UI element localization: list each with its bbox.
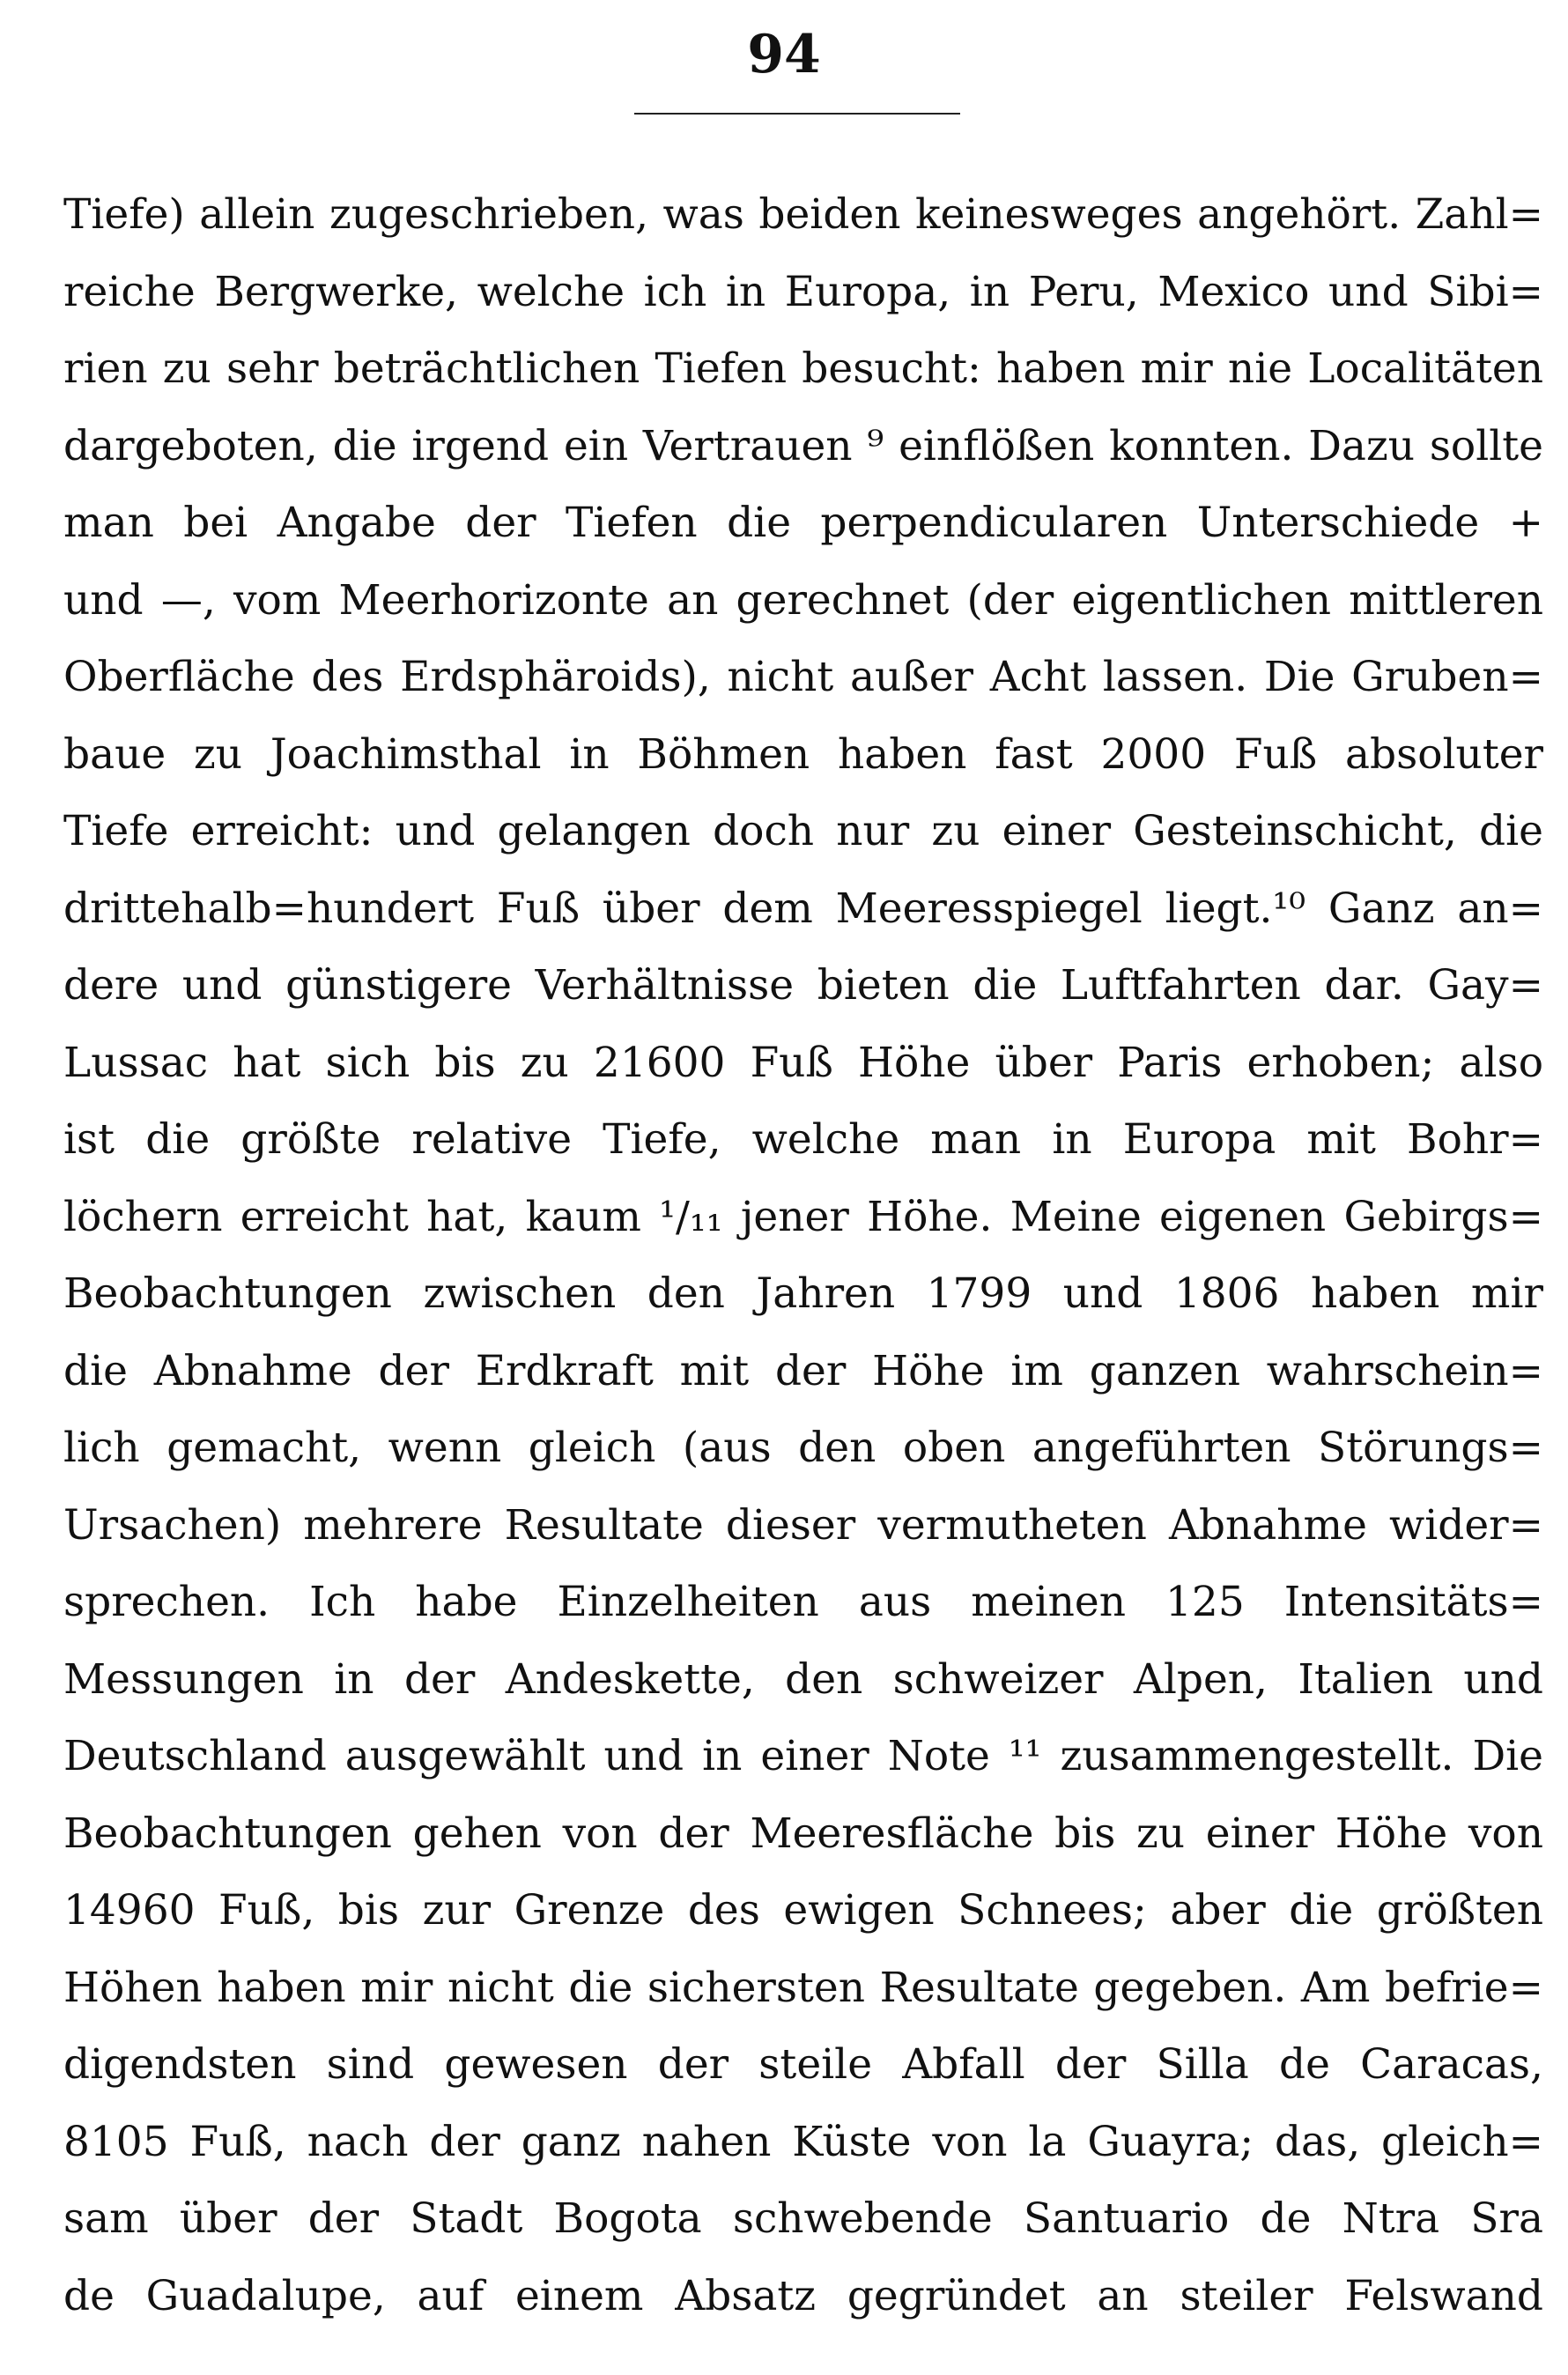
text-line: 8105 Fuß, nach der ganz nahen Küste von la Guayra; das, gleich= xyxy=(63,2117,1543,2166)
text-line: Deutschland ausgewählt und in einer Note ¹¹ zusammengestellt. Die xyxy=(63,1732,1543,1780)
body-text xyxy=(63,176,1543,2334)
text-line: Beobachtungen gehen von der Meeresfläche bis zu einer Höhe von xyxy=(63,1809,1543,1858)
text-line: und —, vom Meerhorizonte an gerechnet (der eigentlichen mittleren xyxy=(63,575,1543,625)
text-line: baue zu Joachimsthal in Böhmen haben fast 2000 Fuß absoluter xyxy=(63,729,1543,779)
text-line: rien zu sehr beträchtlichen Tiefen besucht: haben mir nie Localitäten xyxy=(63,344,1543,393)
text-line: sprechen. Ich habe Einzelheiten aus meinen 125 Intensitäts= xyxy=(63,1578,1543,1626)
text-line: 14960 Fuß, bis zur Grenze des ewigen Schnees; aber die größten xyxy=(63,1886,1543,1935)
header-rule xyxy=(634,113,960,115)
text-line: digendsten sind gewesen der steile Abfall der Silla de Caracas, xyxy=(63,2040,1543,2089)
text-line: dere und günstigere Verhältnisse bieten die Luftfahrten dar. Gay= xyxy=(63,961,1543,1010)
text-line: man bei Angabe der Tiefen die perpendicularen Unterschiede + xyxy=(63,499,1543,547)
text-line: dargeboten, die irgend ein Vertrauen ⁹ einflößen konnten. Dazu sollte xyxy=(63,421,1543,470)
text-line: Lussac hat sich bis zu 21600 Fuß Höhe über Paris erhoben; also xyxy=(63,1038,1543,1087)
text-line: sam über der Stadt Bogota schwebende Santuario de Ntra Sra xyxy=(63,2194,1543,2243)
text-line: Tiefe erreicht: und gelangen doch nur zu einer Gesteinschicht, die xyxy=(63,807,1543,855)
text-line: die Abnahme der Erdkraft mit der Höhe im ganzen wahrschein= xyxy=(63,1346,1543,1395)
text-line: Höhen haben mir nicht die sichersten Resultate gegeben. Am befrie= xyxy=(63,1963,1543,2012)
text-line: Ursachen) mehrere Resultate dieser vermutheten Abnahme wider= xyxy=(63,1500,1543,1550)
text-line: reiche Bergwerke, welche ich in Europa, in Peru, Mexico und Sibi= xyxy=(63,267,1543,316)
page-number: 94 xyxy=(747,24,821,85)
text-line: Oberfläche des Erdsphäroids), nicht außer Acht lassen. Die Gruben= xyxy=(63,653,1543,701)
text-line: Tiefe) allein zugeschrieben, was beiden keinesweges angehört. Zahl= xyxy=(63,190,1543,239)
text-line: de Guadalupe, auf einem Absatz gegründet an steiler Felswand xyxy=(63,2271,1543,2320)
text-line: drittehalb=hundert Fuß über dem Meeresspiegel liegt.¹⁰ Ganz an= xyxy=(63,884,1543,933)
text-line: löchern erreicht hat, kaum ¹/₁₁ jener Höhe. Meine eigenen Gebirgs= xyxy=(63,1192,1543,1241)
text-line: lich gemacht, wenn gleich (aus den oben angeführten Störungs= xyxy=(63,1424,1543,1472)
text-line: Beobachtungen zwischen den Jahren 1799 und 1806 haben mir xyxy=(63,1269,1543,1318)
text-line: Messungen in der Andeskette, den schweizer Alpen, Italien und xyxy=(63,1654,1543,1704)
text-line: ist die größte relative Tiefe, welche man in Europa mit Bohr= xyxy=(63,1115,1543,1164)
